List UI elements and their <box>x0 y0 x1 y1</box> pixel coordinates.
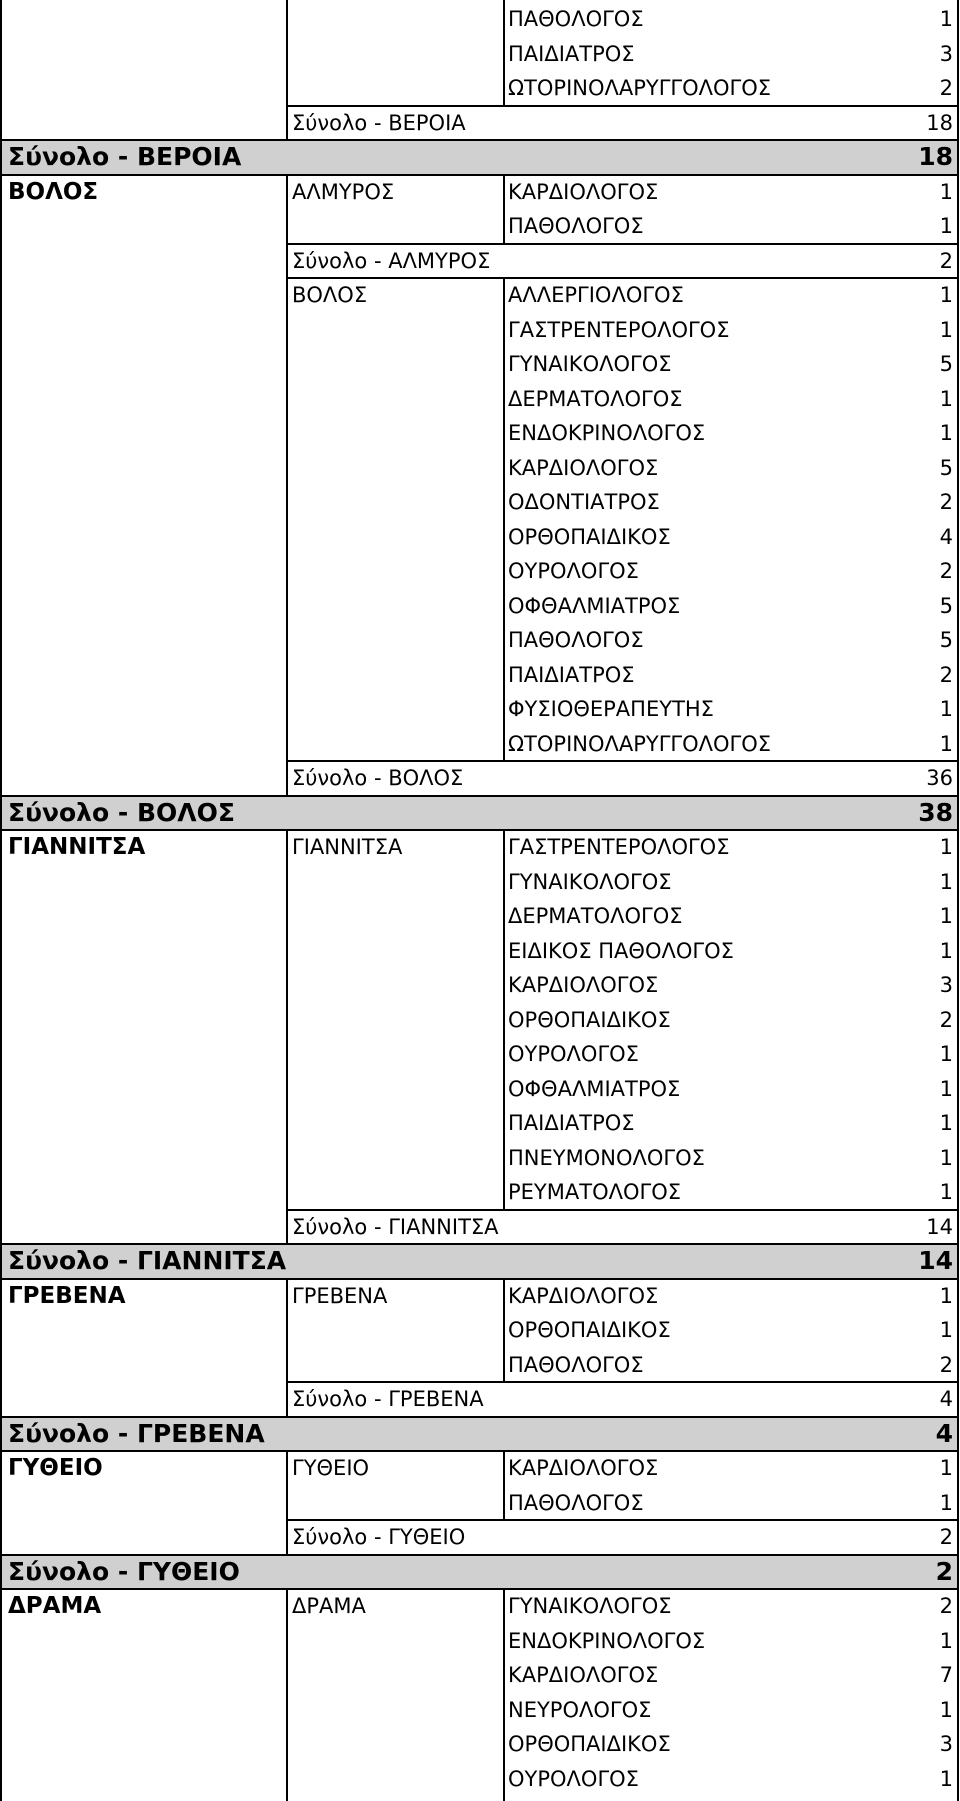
total-label: Σύνολο - ΓΡΕΒΕΝΑ <box>8 1418 265 1448</box>
count-value: 5 <box>939 352 953 376</box>
specialty-name: ΟΡΘΟΠΑΙΔΙΚΟΣ <box>508 1732 671 1756</box>
table-row <box>0 2 957 37</box>
table-row <box>0 623 957 658</box>
specialty-name: ΚΑΡΔΙΟΛΟΓΟΣ <box>508 973 659 997</box>
city-name: ΔΡΑΜΑ <box>292 1594 366 1618</box>
subtotal-count: 2 <box>939 1525 953 1549</box>
specialty-name: ΠΑΙΔΙΑΤΡΟΣ <box>508 662 635 687</box>
subtotal-count: 36 <box>926 766 953 790</box>
count-value: 1 <box>939 1456 953 1480</box>
specialty-name: ΟΥΡΟΛΟΓΟΣ <box>508 559 639 583</box>
city-column-divider <box>503 175 505 244</box>
specialty-name: ΟΡΘΟΠΑΙΔΙΚΟΣ <box>508 1318 671 1342</box>
region-name: ΓΥΘΕΙΟ <box>8 1455 103 1481</box>
count-value: 1 <box>939 1490 953 1515</box>
specialty-name: ΟΦΘΑΛΜΙΑΤΡΟΣ <box>508 593 681 618</box>
total-label: Σύνολο - ΒΕΡΟΙΑ <box>8 142 242 171</box>
table-row <box>0 485 957 520</box>
table-row <box>0 658 957 693</box>
table-row <box>0 1486 957 1521</box>
specialty-name: ΠΑΘΟΛΟΓΟΣ <box>508 1352 644 1377</box>
subtotal-rule <box>286 1209 959 1211</box>
table-row <box>0 1175 957 1210</box>
specialty-name: ΟΦΘΑΛΜΙΑΤΡΟΣ <box>508 1076 681 1101</box>
specialty-name: ΚΑΡΔΙΟΛΟΓΟΣ <box>508 1663 659 1687</box>
city-column-divider <box>503 0 505 106</box>
subtotal-rule <box>286 1381 959 1383</box>
city-column-divider <box>503 1451 505 1520</box>
table-row <box>0 727 957 762</box>
table-row <box>0 1348 957 1383</box>
city-name: ΓΥΘΕΙΟ <box>292 1456 370 1480</box>
count-value: 1 <box>939 1766 953 1791</box>
count-value: 1 <box>939 214 953 238</box>
city-subtotal-row <box>0 106 957 141</box>
specialty-name: ΕΝΔΟΚΡΙΝΟΛΟΓΟΣ <box>508 1628 706 1653</box>
subtotal-count: 14 <box>926 1214 953 1239</box>
count-value: 1 <box>939 835 953 859</box>
table-row <box>0 1658 957 1693</box>
total-label: Σύνολο - ΒΟΛΟΣ <box>8 797 235 827</box>
subtotal-label: Σύνολο - ΒΟΛΟΣ <box>292 766 464 790</box>
count-value: 2 <box>939 559 953 583</box>
city-name: ΓΡΕΒΕΝΑ <box>292 1283 388 1308</box>
total-rule <box>0 139 959 141</box>
table-row <box>0 1624 957 1659</box>
table-row <box>0 692 957 727</box>
count-value: 4 <box>939 524 953 549</box>
city-subtotal-row <box>0 1520 957 1555</box>
specialty-name: ΓΑΣΤΡΕΝΤΕΡΟΛΟΓΟΣ <box>508 835 730 859</box>
count-value: 5 <box>939 455 953 480</box>
specialty-name: ΚΑΡΔΙΟΛΟΓΟΣ <box>508 1283 659 1308</box>
specialty-name: ΟΥΡΟΛΟΓΟΣ <box>508 1042 639 1066</box>
city-column-divider <box>503 1279 505 1383</box>
specialty-name: ΟΡΘΟΠΑΙΔΙΚΟΣ <box>508 1007 671 1032</box>
total-rule <box>0 829 959 831</box>
count-value: 2 <box>939 1007 953 1032</box>
subtotal-label: Σύνολο - ΓΡΕΒΕΝΑ <box>292 1387 484 1411</box>
count-value: 3 <box>939 41 953 66</box>
total-rule <box>0 1278 959 1280</box>
city-column-divider <box>503 830 505 1210</box>
table-row <box>0 1003 957 1038</box>
specialty-name: ΠΝΕΥΜΟΝΟΛΟΓΟΣ <box>508 1145 705 1170</box>
specialty-name: ΓΥΝΑΙΚΟΛΟΓΟΣ <box>508 869 672 894</box>
region-name: ΔΡΑΜΑ <box>8 1593 102 1619</box>
region-column-divider <box>286 1589 288 1801</box>
specialty-name: ΝΕΥΡΟΛΟΓΟΣ <box>508 1697 652 1722</box>
subtotal-rule <box>286 277 959 279</box>
table-row <box>0 71 957 106</box>
specialty-name: ΓΥΝΑΙΚΟΛΟΓΟΣ <box>508 352 672 376</box>
specialty-name: ΟΥΡΟΛΟΓΟΣ <box>508 1766 639 1791</box>
table-border-left <box>0 0 2 1801</box>
table-row <box>0 347 957 382</box>
region-column-divider <box>286 830 288 1244</box>
count-value: 1 <box>939 421 953 445</box>
specialty-name: ΚΑΡΔΙΟΛΟΓΟΣ <box>508 1456 659 1480</box>
table-row <box>0 278 957 313</box>
total-rule <box>0 795 959 797</box>
table-row <box>0 865 957 900</box>
region-column-divider <box>286 1451 288 1555</box>
specialty-name: ΓΑΣΤΡΕΝΤΕΡΟΛΟΓΟΣ <box>508 317 730 342</box>
specialty-name: ΠΑΘΟΛΟΓΟΣ <box>508 7 644 31</box>
table-row <box>0 1589 957 1624</box>
table-row <box>0 589 957 624</box>
count-value: 2 <box>939 76 953 100</box>
specialty-name: ΑΛΛΕΡΓΙΟΛΟΓΟΣ <box>508 283 684 307</box>
region-total-row <box>0 140 957 175</box>
specialty-name: ΡΕΥΜΑΤΟΛΟΓΟΣ <box>508 1180 681 1204</box>
count-value: 1 <box>939 1076 953 1101</box>
count-value: 1 <box>939 938 953 963</box>
total-rule <box>0 1243 959 1245</box>
table-row <box>0 1727 957 1762</box>
table-row <box>0 451 957 486</box>
specialty-name: ΔΕΡΜΑΤΟΛΟΓΟΣ <box>508 904 683 928</box>
specialty-name: ΕΙΔΙΚΟΣ ΠΑΘΟΛΟΓΟΣ <box>508 938 734 963</box>
count-value: 1 <box>939 1283 953 1308</box>
count-value: 1 <box>939 1318 953 1342</box>
region-name: ΒΟΛΟΣ <box>8 178 99 205</box>
total-count: 18 <box>918 142 953 171</box>
region-name: ΓΙΑΝΝΙΤΣΑ <box>8 834 146 860</box>
region-total-row <box>0 1417 957 1452</box>
region-total-row <box>0 1555 957 1590</box>
table-row <box>0 1106 957 1141</box>
count-value: 1 <box>939 1042 953 1066</box>
total-rule <box>0 1588 959 1590</box>
total-rule <box>0 1416 959 1418</box>
region-column-divider <box>286 175 288 796</box>
specialty-name: ΠΑΙΔΙΑΤΡΟΣ <box>508 41 635 66</box>
table-row <box>0 520 957 555</box>
region-column-divider <box>286 0 288 140</box>
table-row <box>0 382 957 417</box>
count-value: 1 <box>939 1180 953 1204</box>
specialty-name: ΓΥΝΑΙΚΟΛΟΓΟΣ <box>508 1594 672 1618</box>
subtotal-rule <box>286 1519 959 1521</box>
region-column-divider <box>286 1279 288 1417</box>
count-value: 1 <box>939 317 953 342</box>
table-border-right <box>957 0 959 1801</box>
subtotal-label: Σύνολο - ΓΥΘΕΙΟ <box>292 1525 466 1549</box>
city-subtotal-row <box>0 1382 957 1417</box>
subtotal-count: 4 <box>939 1387 953 1411</box>
city-column-divider <box>503 1589 505 1801</box>
city-subtotal-row <box>0 244 957 279</box>
total-rule <box>0 174 959 176</box>
total-count: 38 <box>918 797 953 827</box>
count-value: 2 <box>939 1594 953 1618</box>
table-row <box>0 830 957 865</box>
count-value: 2 <box>939 490 953 514</box>
subtotal-rule <box>286 243 959 245</box>
count-value: 7 <box>939 1663 953 1687</box>
specialty-name: ΚΑΡΔΙΟΛΟΓΟΣ <box>508 179 659 204</box>
count-value: 5 <box>939 593 953 618</box>
count-value: 1 <box>939 869 953 894</box>
count-value: 1 <box>939 179 953 204</box>
table-row <box>0 1762 957 1797</box>
table-row <box>0 175 957 210</box>
count-value: 1 <box>939 386 953 411</box>
total-rule <box>0 1450 959 1452</box>
table-row <box>0 209 957 244</box>
count-value: 1 <box>939 283 953 307</box>
city-name: ΒΟΛΟΣ <box>292 283 368 307</box>
count-value: 2 <box>939 662 953 687</box>
subtotal-rule <box>286 760 959 762</box>
count-value: 2 <box>939 1352 953 1377</box>
subtotal-rule <box>286 105 959 107</box>
count-value: 1 <box>939 731 953 756</box>
specialty-name: ΠΑΙΔΙΑΤΡΟΣ <box>508 1111 635 1135</box>
count-value: 1 <box>939 1697 953 1722</box>
region-total-row <box>0 1244 957 1279</box>
count-value: 1 <box>939 1145 953 1170</box>
count-value: 1 <box>939 904 953 928</box>
table-row <box>0 554 957 589</box>
subtotal-count: 18 <box>926 110 953 135</box>
total-count: 14 <box>918 1246 953 1275</box>
total-label: Σύνολο - ΓΙΑΝΝΙΤΣΑ <box>8 1246 287 1275</box>
specialty-name: ΦΥΣΙΟΘΕΡΑΠΕΥΤΗΣ <box>508 697 714 721</box>
count-value: 1 <box>939 697 953 721</box>
subtotal-label: Σύνολο - ΒΕΡΟΙΑ <box>292 110 466 135</box>
table-row <box>0 934 957 969</box>
table-row <box>0 899 957 934</box>
table-row <box>0 968 957 1003</box>
city-subtotal-row <box>0 761 957 796</box>
table-row <box>0 37 957 72</box>
specialty-name: ΟΔΟΝΤΙΑΤΡΟΣ <box>508 490 660 514</box>
subtotal-label: Σύνολο - ΓΙΑΝΝΙΤΣΑ <box>292 1214 499 1239</box>
table-row <box>0 1141 957 1176</box>
specialty-name: ΚΑΡΔΙΟΛΟΓΟΣ <box>508 455 659 480</box>
specialty-name: ΠΑΘΟΛΟΓΟΣ <box>508 628 644 652</box>
table-row <box>0 1313 957 1348</box>
specialty-name: ΠΑΘΟΛΟΓΟΣ <box>508 1490 644 1515</box>
table-row <box>0 416 957 451</box>
count-value: 3 <box>939 1732 953 1756</box>
specialty-name: ΠΑΘΟΛΟΓΟΣ <box>508 214 644 238</box>
subtotal-label: Σύνολο - ΑΛΜΥΡΟΣ <box>292 248 491 273</box>
total-label: Σύνολο - ΓΥΘΕΙΟ <box>8 1556 240 1586</box>
specialty-name: ΟΡΘΟΠΑΙΔΙΚΟΣ <box>508 524 671 549</box>
subtotal-count: 2 <box>939 248 953 273</box>
count-value: 5 <box>939 628 953 652</box>
table-row <box>0 1451 957 1486</box>
table-row <box>0 1037 957 1072</box>
count-value: 3 <box>939 973 953 997</box>
total-rule <box>0 1554 959 1556</box>
count-value: 1 <box>939 1111 953 1135</box>
table-row <box>0 1693 957 1728</box>
total-count: 4 <box>935 1418 953 1448</box>
city-name: ΑΛΜΥΡΟΣ <box>292 179 395 204</box>
region-total-row <box>0 796 957 831</box>
count-value: 1 <box>939 1628 953 1653</box>
city-subtotal-row <box>0 1210 957 1245</box>
table-row <box>0 313 957 348</box>
city-column-divider <box>503 278 505 761</box>
specialty-name: ΩΤΟΡΙΝΟΛΑΡΥΓΓΟΛΟΓΟΣ <box>508 731 772 756</box>
table-row <box>0 1279 957 1314</box>
count-value: 1 <box>939 7 953 31</box>
specialty-name: ΩΤΟΡΙΝΟΛΑΡΥΓΓΟΛΟΓΟΣ <box>508 76 772 100</box>
city-name: ΓΙΑΝΝΙΤΣΑ <box>292 835 403 859</box>
table-row <box>0 1072 957 1107</box>
specialty-name: ΕΝΔΟΚΡΙΝΟΛΟΓΟΣ <box>508 421 706 445</box>
region-name: ΓΡΕΒΕΝΑ <box>8 1282 126 1309</box>
total-count: 2 <box>935 1556 953 1586</box>
specialty-name: ΔΕΡΜΑΤΟΛΟΓΟΣ <box>508 386 683 411</box>
